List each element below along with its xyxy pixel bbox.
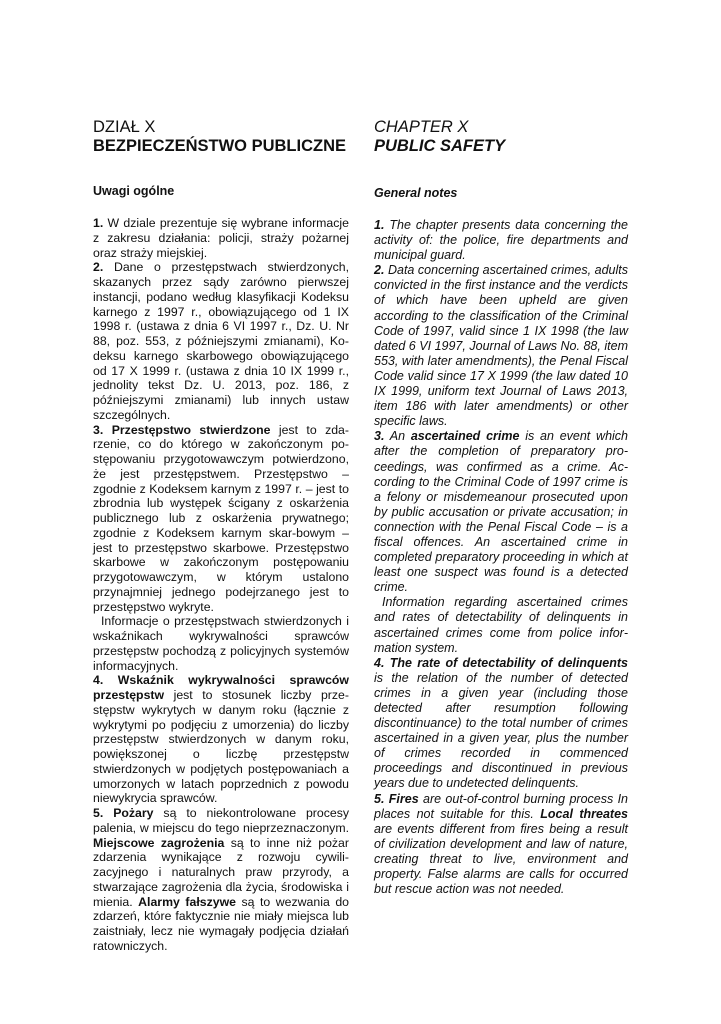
note-text: W dziale prezentuje się wybrane informacje z zakresu działania: policji, straży pożarnej oraz straży miejskiej. (93, 216, 349, 260)
notes-body (93, 216, 349, 954)
note-text: The chapter presents data concerning the activity of: the police, fire departments and municipal guard. (374, 218, 628, 263)
term-detectability-rate: Wskaźnik wykrywalności sprawców przestępstw (93, 673, 349, 702)
term-detectability-rate: The rate of detectability of delinquents (389, 655, 628, 670)
notes-heading: General notes (374, 186, 458, 200)
note-number: 1. (374, 218, 385, 232)
note-number: 2. (374, 263, 385, 278)
note-5 (93, 806, 349, 954)
note-text: jest to zdarzenie, co do którego w zakończonym postępowaniu przygotowawczym potwierdzono, że jest przestępstwem. Przestępstwo – zgodnie z Kodeksem karnym z 1997 r. – jest to zbrodnia lub występek ścigany z oskarżenia publicznego lub z oskarżenia prywatnego; zgodnie z Kodeksem karnym skar-bowym – jest to przestępstwo skarbowe. Przestępstwo skarbowe w zakończonym postępowaniu przygotowawczym, w którym ustalono przynajmniej jednego podejrzanego jest to przestępstwo wykryte. (93, 422, 350, 614)
note-text: jest to stosunek liczby przestępstw wykrytych w danym roku (łącznie z wykrytymi po podjęciu z umorzenia) do liczby przestępstw stwierdzonych w danym roku, powiększonej o liczbę przestępstw stwierdzonych w podjętych postępowaniach a umorzonych w latach poprzednich z powodu niewykrycia sprawców. (93, 688, 349, 806)
term-local-threats: Local threates (540, 806, 628, 821)
note-text: są to niekontrolowane procesy palenia, w miejscu do tego nieprzeznaczonym. (93, 806, 349, 835)
note-text: An (384, 429, 411, 444)
note-4 (374, 656, 628, 792)
note-number: 3. (93, 422, 104, 437)
note-text: Dane o przestępstwach stwierdzonych, skazanych przez sądy zarówno pierwszej instancji, podano według klasyfikacji Kodeksu karnego z 1997 r., obowiązującego od 1 IX 1998 r. (ustawa z dnia 6 VI 1997 r., Dz. U. Nr 88, poz. 553, z późniejszymi zmianami), Kodeksu karnego skarbowego obowiązującego od 17 X 1999 r. (ustawa z dnia 10 IX 1999 r., jednolity tekst Dz. U. 2013, poz. 186, z późniejszymi zmianami) lub innych ustaw szczególnych. (93, 260, 349, 422)
note-1 (374, 218, 628, 263)
chapter-label: CHAPTER X (374, 118, 469, 136)
polish-column (93, 118, 349, 954)
note-number: 4. (93, 673, 104, 688)
chapter-title: BEZPIECZEŃSTWO PUBLICZNE (93, 137, 347, 155)
note-1 (93, 216, 349, 260)
note-number: 5. (93, 806, 104, 820)
term-fires: Fires (388, 791, 419, 806)
notes-heading: Uwagi ogólne (93, 184, 175, 198)
note-text: Data concerning ascertained crimes, adults convicted in the first instance and the verdicts of which have been upheld are given according to the classification of the Criminal Code of 1997, valid since 1 IX 1998 (the law dated 6 VI 1997, Journal of Laws No. 88, item 553, with later amendments), the Penal Fiscal Code valid since 17 X 1999 (the law dated 10 IX 1999, uniform text Journal of Laws 2013, item 186 with later amendments) or other specific laws. (374, 263, 628, 429)
note-text: is an event which after the completion of preparatory proceedings, was confirmed as a crime. According to the Criminal Code of 1997 crime is a felony or misdemeanour prosecuted upon by public accusation or private accusation; in connection with the Penal Fiscal Code – is a fiscal offences. An ascertained crime in completed preparatory proceeding in which at least one suspect was found is a detected crime. (374, 429, 629, 595)
note-text: są to wezwania do zdarzeń, które faktycznie nie miały miejsca lub zaistniały, lecz nie wymagały podjęcia działań ratowniczych. (93, 894, 349, 953)
note-number: 3. (374, 429, 385, 444)
note-3 (93, 423, 349, 615)
chapter-title: PUBLIC SAFETY (374, 137, 506, 155)
note-2 (374, 263, 628, 429)
note-text: are events different from fires being a result of civilization development and law of nature, creating threat to live, environment and property. False alarms are calls for occurred but rescue action was not needed. (374, 821, 628, 897)
note-5 (374, 792, 628, 898)
note-3 (374, 429, 628, 595)
term-ascertained-crime: ascertained crime (410, 429, 520, 444)
note-text: is the relation of the number of detected crimes in a given year (including those detected after resumption following discontinuance) to the total number of crimes ascertained in a given year, plus the number of crimes recorded in commenced proceedings and discontinued in previous years due to undetected delinquents. (374, 670, 628, 791)
note-text: są to inne niż pożar zdarzenia wynikające z rozwoju cywilizacyjnego i naturalnych praw przyrody, a stwarzające zagrożenia dla życia, środowiska i mienia. (93, 835, 349, 909)
note-3-continued: Information regarding ascertained crimes and rates of detectability of delinquents in ascertained crimes come from police information system. (374, 595, 628, 655)
note-4 (93, 673, 349, 806)
term-false-alarms: Alarmy fałszywe (138, 894, 236, 909)
chapter-label: DZIAŁ X (93, 118, 156, 136)
note-text: are out-of-control burning process In places not suitable for this. (374, 791, 628, 821)
term-local-threats: Miejscowe zagrożenia (93, 835, 225, 850)
note-number: 1. (93, 216, 104, 230)
note-number: 5. (374, 791, 385, 806)
term-fires: Pożary (113, 806, 154, 820)
notes-body (374, 218, 628, 897)
note-number: 2. (93, 260, 104, 275)
term-ascertained-crime: Przestępstwo stwierdzone (111, 422, 271, 437)
note-number: 4. (374, 655, 385, 670)
note-3-continued: Informacje o przestępstwach stwierdzonych i wskaźnikach wykrywalności sprawców przestępstw pochodzą z policyjnych systemów informacyjnych. (93, 614, 349, 673)
english-column (374, 118, 628, 897)
note-2 (93, 260, 349, 422)
